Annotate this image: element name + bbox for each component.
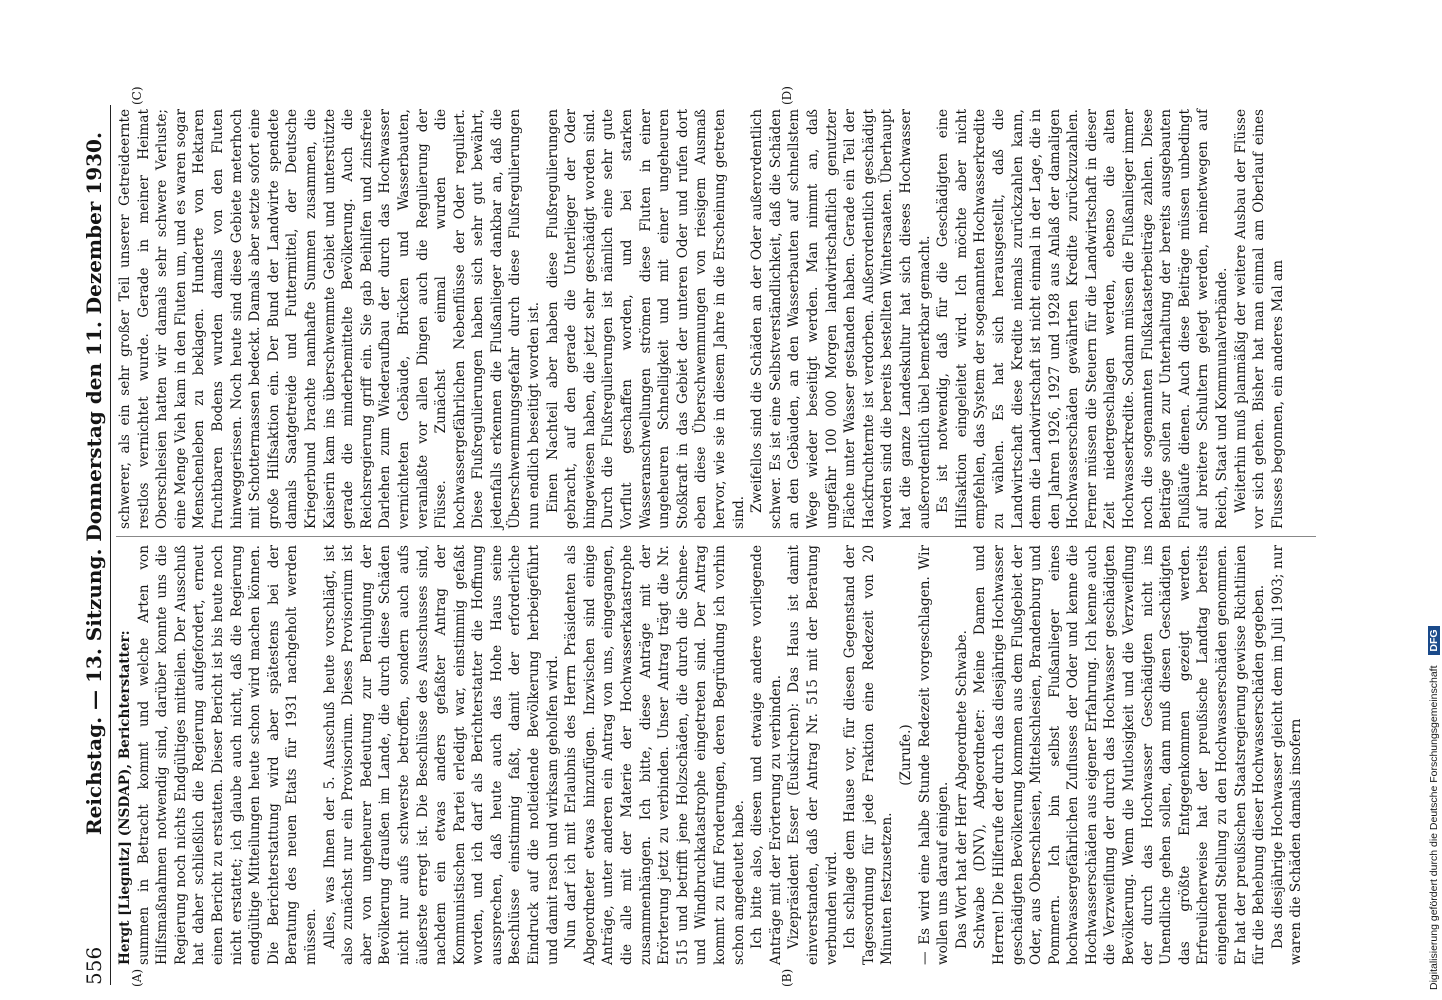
paragraph: Weiterhin muß planmäßig der weitere Ausbau der Flüsse vor sich gehen. Bisher hat man einmal am Oberlauf eines Flusses begonnen, ein anderes Mal am	[1232, 109, 1286, 529]
column-left	[116, 545, 1316, 965]
paragraph: Vizepräsident Esser (Euskirchen): Das Haus ist damit einverstanden, daß der Antrag Nr. 515 mit der Beratung verbunden wird.	[786, 545, 840, 965]
paragraph: Ich schlage dem Hause vor, für diesen Gegenstand der Tagesordnung für jede Fraktion eine Redezeit von 20 Minuten festzusetzen.	[842, 545, 896, 965]
column-right	[116, 109, 1316, 529]
page-number: 556	[82, 946, 106, 985]
paragraph: Nun darf ich mit Erlaubnis des Herrn Präsidenten als Abgeordneter etwas hinzufügen. Inzwischen sind einige Anträge, unter anderen ein Antrag von uns, eingegangen, die alle mit der Materie der Hochwasserkatastrophe zusammenhängen. Ich bitte, diese Anträge mit der Erörterung jetzt zu verbinden. Unser Antrag trägt die Nr. 515 und betrifft jene Holzschäden, die durch die Schnee- und Windbruchkatastrophe eingetreten sind. Der Antrag kommt zu fünf Forderungen, deren Begründung ich vorhin schon angedeutet habe.	[563, 545, 747, 965]
digitization-note	[1428, 10, 1442, 990]
paragraph: summen in Betracht kommt und welche Arten von Hilfsmaßnahmen notwendig sind, darüber konnte uns die Regierung noch nichts Endgültiges mitteilen. Der Ausschuß hat daher schließlich die Regierung aufgefordert, erneut einen Bericht zu erstatten. Dieser Bericht ist bis heute noch nicht erstattet; ich glaube auch nicht, daß die Regierung endgültige Mitteilungen heute schon wird machen können. Die Berichterstattung wird aber spätestens bei der Beratung des neuen Etats für 1931 nachgeholt werden müssen.	[135, 545, 319, 965]
column-divider	[116, 536, 1316, 537]
paragraph: Es ist notwendig, daß für die Geschädigten eine Hilfsaktion eingeleitet wird. Ich möchte aber nicht empfehlen, das System der sogenannten Hochwasserkredite zu wählen. Es hat sich herausgestellt, daß die Landwirtschaft diese Kredite niemals zurückzahlen kann, denn die Landwirtschaft ist nicht einmal in der Lage, die in den Jahren 1926, 1927 und 1928 aus Anlaß der damaligen Hochwasserschäden gewährten Kredite zurückzuzahlen. Ferner müssen die Steuern für die Landwirtschaft in dieser Zeit niedergeschlagen werden, ebenso die alten Hochwasserkredite. Sodann müssen die Flußanlieger immer noch die sogenannten Flußkatasterbeiträge zahlen. Diese Beiträge sollen zur Unterhaltung der bereits ausgebauten Flußläufe dienen. Auch diese Beiträge müssen unbedingt auf breitere Schultern gelegt werden, meinetwegen auf Reich, Staat und Kommunalverbände.	[935, 109, 1231, 529]
paragraph: Zweifellos sind die Schäden an der Oder außerordentlich schwer. Es ist eine Selbstverständlichkeit, daß die Schäden an den Gebäuden, an den Wasserbauten auf schnellstem Wege wieder beseitigt werden. Man nimmt an, daß ungefähr 100 000 Morgen landwirtschaftlich genutzter Fläche unter Wasser gestanden haben. Gerade ein Teil der Hackfruchternte ist verdorben. Außerordentlich geschädigt worden sind die bereits bestellten Wintersaaten. Überhaupt hat die ganze Landeskultur hat sich dieses Hochwasser außerordentlich übel bemerkbar gemacht.	[749, 109, 933, 529]
margin-marker-b: (B)	[780, 968, 794, 987]
paragraph: Das diesjährige Hochwasser gleicht dem im Juli 1903; nur waren die Schäden damals insofern	[1269, 545, 1305, 965]
speaker-line: Hergt [Liegnitz] (NSDAP), Berichterstatter:	[117, 630, 133, 965]
paragraph: Ich bitte also, diesen und etwaige andere vorliegende Anträge mit der Erörterung zu verbinden.	[749, 545, 784, 965]
digitization-text: Digitalisierung gefördert durch die Deutsche Forschungsgemeinschaft	[1428, 665, 1440, 990]
rotated-document	[80, 85, 1340, 985]
page-title: Reichstag. — 13. Sitzung. Donnerstag den 11. Dezember 1930.	[82, 132, 106, 835]
paragraph: Schwabe (DNV), Abgeordneter: Meine Damen und Herren! Die Hilferufe der durch das diesjährige Hochwasser geschädigten Bevölkerung kommen aus dem Flußgebiet der Oder, aus Oberschlesien, Mittelschlesien, Brandenburg und Pommern. Ich bin selbst Flußanlieger eines hochwassergefährlichen Zuflusses der Oder und kenne die Hochwasserschäden aus eigener Erfahrung. Ich kenne auch die Verzweiflung der durch das Hochwasser geschädigten Bevölkerung. Wenn die Mutlosigkeit und die Verzweiflung der durch das Hochwasser Geschädigten nicht ins Unendliche gehen sollen, dann muß diesen Geschädigten das größte Entgegenkommen gezeigt werden. Erfreulicherweise hat der preußische Landtag bereits eingehend Stellung zu den Hochwasserschäden genommen. Er hat der preußischen Staatsregierung gewisse Richtlinien für die Behebung dieser Hochwasserschäden gegeben.	[972, 545, 1268, 965]
margin-marker-a: (A)	[130, 968, 144, 987]
paragraph: Einen Nachteil aber haben diese Flußregulierungen gebracht, auf den gerade die Unterlieger der Oder hingewiesen haben, die jetzt sehr geschädigt worden sind. Durch die Flußregulierungen ist nämlich eine sehr gute Vorflut geschaffen worden, und bei starken Wasseranschwellungen strömen diese Fluten in einer ungeheuren Schnelligkeit und mit einer ungeheuren Stoßkraft in das Gebiet der unteren Oder und rufen dort eben diese Überschwemmungen von riesigem Ausmaß hervor, wie sie in diesem Jahre in die Erscheinung getreten sind.	[544, 109, 747, 529]
paragraph: (Zurufe.)	[897, 724, 914, 786]
dfg-logo: DFG	[1428, 626, 1440, 654]
margin-marker-c: (C)	[130, 86, 144, 105]
page-header	[80, 85, 114, 985]
paragraph: Das Wort hat der Herr Abgeordnete Schwabe.	[953, 629, 970, 949]
paragraph: schwerer, als ein sehr großer Teil unserer Getreideernte restlos vernichtet wurde. Gerade in meiner Heimat Oberschlesien hatten wir damals sehr schwere Verluste; eine Menge Vieh kam in den Fluten um, und es waren sogar Menschenleben zu beklagen. Hunderte von Hektaren fruchtbaren Bodens wurden damals von den Fluten hinweggerissen. Noch heute sind diese Gebiete meterhoch mit Schottermassen bedeckt. Damals aber setzte sofort eine große Hilfsaktion ein. Der Bund der Landwirte spendete damals Saatgetreide und Futtermittel, der Deutsche Kriegerbund brachte namhafte Summen zusammen, die Kaiserin kam ins überschwemmte Gebiet und unterstützte gerade die minderbemittelte Bevölkerung. Auch die Reichsregierung griff ein. Sie gab Beihilfen und zinsfreie Darlehen zum Wiederaufbau der durch das Hochwasser vernichteten Gebäude, Brücken und Wasserbauten, veranlaßte vor allen Dingen auch die Regulierung der Flüsse. Zunächst einmal wurden die hochwassergefährlichen Nebenflüsse der Oder reguliert. Diese Flußregulierungen haben sich sehr gut bewährt, jedenfalls erkennen die Flußanlieger dankbar an, daß die Überschwemmungsgefahr durch diese Flußregulierungen nun endlich beseitigt worden ist.	[117, 109, 543, 529]
paragraph: — Es wird eine halbe Stunde Redezeit vorgeschlagen. Wir wollen uns darauf einigen.	[916, 545, 952, 965]
paragraph: Alles, was Ihnen der 5. Ausschuß heute vorschlägt, ist also zunächst nur ein Provisorium. Dieses Provisorium ist aber von ungeheurer Bedeutung zur Beruhigung der Bevölkerung draußen im Lande, die durch diese Schäden nicht nur aufs schwerste betroffen, sondern auch aufs äußerste erregt ist. Die Beschlüsse des Ausschusses sind, nachdem ein etwas anders gefaßter Antrag der Kommunistischen Partei erledigt war, einstimmig gefaßt worden, und ich darf als Berichterstatter die Hoffnung aussprechen, daß heute auch das Hohe Haus seine Beschlüsse einstimmig faßt, damit der erforderliche Eindruck auf die notleidende Bevölkerung herbeigeführt und damit rasch und wirksam geholfen wird.	[321, 545, 561, 965]
header-rule	[110, 105, 111, 985]
margin-marker-d: (D)	[780, 86, 794, 105]
